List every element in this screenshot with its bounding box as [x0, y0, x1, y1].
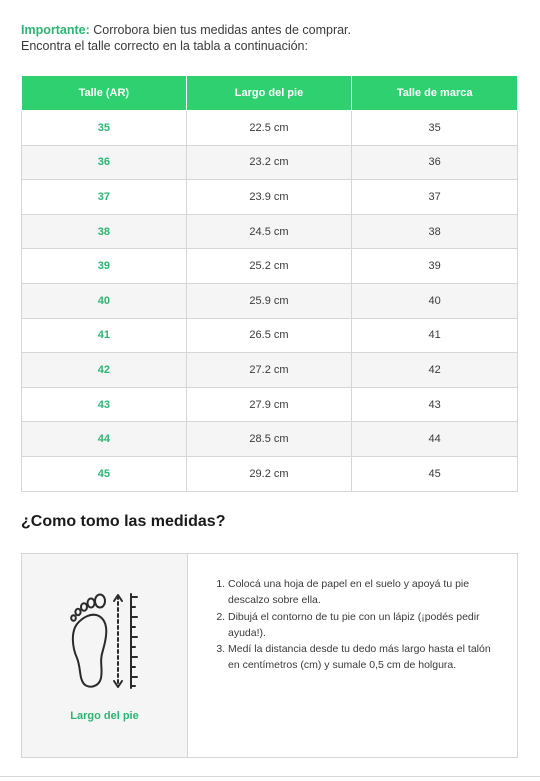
table-row: [22, 214, 518, 249]
cell-talle-ar: 42: [22, 353, 187, 388]
table-row: [22, 283, 518, 318]
cell-talle-marca: 42: [352, 353, 518, 388]
table-row: [22, 145, 518, 180]
step-1: 1. Colocá una hoja de papel en el suelo y apoyá tu pie descalzo sobre ella.: [228, 576, 497, 609]
step-2: 2. Dibujá el contorno de tu pie con un lápiz (¡podés pedir ayuda!).: [228, 609, 497, 642]
intro-line-2: Encontra el talle correcto en la tabla a continuación:: [21, 39, 308, 53]
table-row: [22, 249, 518, 284]
cell-talle-ar: 44: [22, 422, 187, 457]
cell-largo-pie: 25.2 cm: [186, 249, 352, 284]
cell-largo-pie: 29.2 cm: [186, 456, 352, 491]
cell-talle-marca: 36: [352, 145, 518, 180]
header-talle-ar: Talle (AR): [22, 76, 187, 111]
table-row: [22, 456, 518, 491]
cell-talle-marca: 35: [352, 111, 518, 146]
cell-talle-ar: 37: [22, 180, 187, 215]
cell-talle-ar: 40: [22, 283, 187, 318]
section-title: ¿Como tomo las medidas?: [21, 513, 226, 530]
cell-largo-pie: 23.9 cm: [186, 180, 352, 215]
cell-talle-marca: 38: [352, 214, 518, 249]
cell-talle-marca: 39: [352, 249, 518, 284]
cell-talle-marca: 45: [352, 456, 518, 491]
table-row: [22, 111, 518, 146]
cell-talle-ar: 36: [22, 145, 187, 180]
cell-largo-pie: 22.5 cm: [186, 111, 352, 146]
table-row: [22, 180, 518, 215]
table-row: [22, 422, 518, 457]
cell-talle-ar: 43: [22, 387, 187, 422]
cell-talle-ar: 39: [22, 249, 187, 284]
table-row: [22, 387, 518, 422]
important-label: Importante:: [21, 23, 90, 37]
cell-talle-marca: 40: [352, 283, 518, 318]
illustration-caption: Largo del pie: [70, 710, 139, 722]
cell-talle-ar: 38: [22, 214, 187, 249]
steps-list: [212, 576, 497, 674]
header-largo-pie: Largo del pie: [186, 76, 352, 111]
foot-ruler-icon: [69, 592, 141, 692]
cell-largo-pie: 26.5 cm: [186, 318, 352, 353]
cell-largo-pie: 27.2 cm: [186, 353, 352, 388]
cell-talle-ar: 45: [22, 456, 187, 491]
table-row: [22, 353, 518, 388]
cell-largo-pie: 24.5 cm: [186, 214, 352, 249]
size-table: [21, 75, 518, 492]
header-talle-marca: Talle de marca: [352, 76, 518, 111]
cell-largo-pie: 28.5 cm: [186, 422, 352, 457]
cell-talle-marca: 44: [352, 422, 518, 457]
intro-line-1: [21, 22, 351, 38]
cell-talle-ar: 35: [22, 111, 187, 146]
intro-text-1: Corrobora bien tus medidas antes de comprar.: [89, 23, 351, 37]
intro-note: [21, 22, 351, 54]
footer-divider: [0, 776, 540, 777]
cell-largo-pie: 25.9 cm: [186, 283, 352, 318]
howto-steps-panel: [188, 554, 517, 757]
cell-largo-pie: 23.2 cm: [186, 145, 352, 180]
cell-talle-marca: 37: [352, 180, 518, 215]
cell-talle-marca: 41: [352, 318, 518, 353]
howto-illustration-panel: [22, 554, 188, 757]
howto-box: [21, 553, 518, 758]
step-3: 3. Medí la distancia desde tu dedo más largo hasta el talón en centímetros (cm) y sumale 0,5 cm de holgura.: [228, 641, 497, 674]
table-row: [22, 318, 518, 353]
table-header-row: [22, 76, 518, 111]
cell-talle-ar: 41: [22, 318, 187, 353]
cell-largo-pie: 27.9 cm: [186, 387, 352, 422]
cell-talle-marca: 43: [352, 387, 518, 422]
